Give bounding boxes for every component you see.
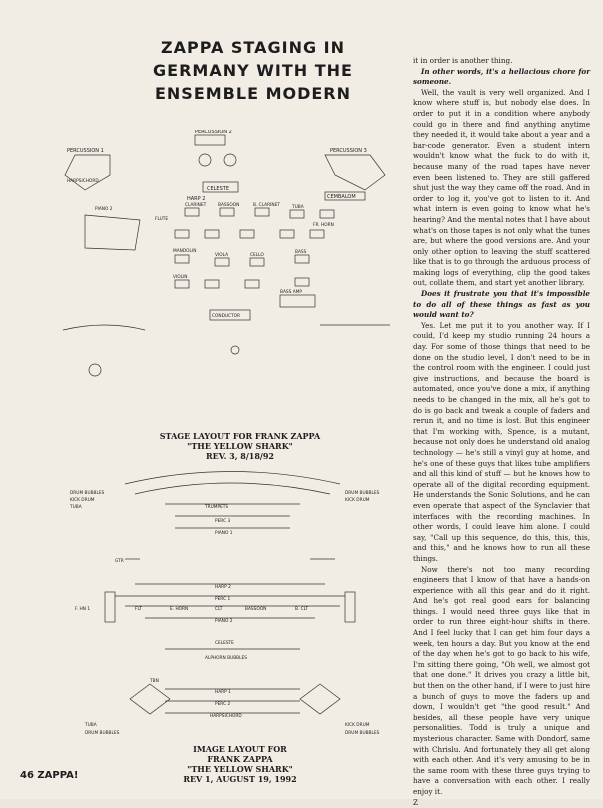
label-kick-left: KICK DRUM xyxy=(70,498,95,503)
drum-icon xyxy=(224,154,236,166)
label-tuba: TUBA xyxy=(70,505,82,510)
label-flt: FLT xyxy=(135,607,142,612)
caption-line: FRANK ZAPPA xyxy=(207,754,273,764)
label-frhorn: FR. HORN xyxy=(313,223,334,228)
label-bclt: B. CLT xyxy=(295,607,309,612)
label-perc2: PERC 2 xyxy=(215,702,231,707)
caption-line: REV. 3, 8/18/92 xyxy=(206,451,274,461)
question: In other words, it's a hellacious chore for someone. xyxy=(413,66,590,87)
chair-block xyxy=(245,280,259,288)
caption-line: STAGE LAYOUT FOR FRANK ZAPPA xyxy=(159,431,321,441)
image-layout-caption xyxy=(140,744,340,784)
chair-block xyxy=(215,258,229,266)
label-bassoon: BASSOON xyxy=(218,203,240,208)
label-perc2: PERCUSSION 2 xyxy=(195,130,232,135)
label-bass: BASS xyxy=(295,250,307,255)
paragraph: it in order is another thing. xyxy=(413,56,513,65)
chair-block xyxy=(220,208,234,216)
stage-layout-diagram xyxy=(55,130,410,400)
label-clarinet: CLARINET xyxy=(185,203,207,208)
diamond-right xyxy=(300,684,340,714)
frhn-block xyxy=(105,592,115,622)
chair-block xyxy=(175,280,189,288)
label-drum-bl: DRUM BUBBLES xyxy=(85,731,120,736)
arc-line xyxy=(135,483,330,494)
paragraph: Now there's not too many recording engineers that I know of that have a hands-on experience with all this gear and do it right. And he's got real good ears for balancing things. I would need three guys like that in order to run three eight-hour shifts in there. And I feel lucky that I can get him four days a week, ten hours a day. But you know at the end of the day when he's got to go back to his wife, I'm sitting there going, "Oh well, we almost got that one done." It drives you crazy a little bit, but then on the other hand, if I were to just hire a bunch of guys to move the faders up and down, I wouldn't get "the good result." And besides, all these people have very unique personalities. Todd is truly a unique and mysterious character. Same with Dondorf, same with Chrislu. And fortunately they all get along with each other. And it's very amusing to be in the same room with these three guys trying to have a conversation with each other. I really enjoy it. xyxy=(413,564,590,796)
label-piano1: PIANO 1 xyxy=(215,531,233,536)
label-clt: CLT xyxy=(215,607,223,612)
label-frhn: F. HN 1 xyxy=(75,607,91,612)
chair-block xyxy=(255,208,269,216)
question: Does it frustrate you that it's impossible to do all of these things as fast as you would want to? xyxy=(413,289,590,320)
paragraph: Well, the vault is very well organized. And I know where stuff is, but nobody else does. In order to put it in a condition where anybody could go in there and find anything anytime they needed it, it would take about a year and a bar-code generator. Even a student intern wouldn't know what the fuck to do with it, because many of the road tapes have never even been listened to. They are still gaffered shut just the way they came off the road. And in order to log it, you've got to listen to it. And what intern is even going to know what he's hearing? And the mental notes that I have about what's on those tapes is not only what the tunes are, but where the good versions are. And your only other option to leaving the stuff scattered like that is to go through the arduous process of making logs of everything, clip the good takes out, collate them, and start yet another library. xyxy=(413,87,590,288)
label-bclarinet: B. CLARINET xyxy=(253,203,280,208)
chair-block xyxy=(205,280,219,288)
paragraph: Yes. Let me put it to you another way. If I could, I'd keep my studio running 24 hours a day. For some of those things that need to be done on the studio level, I don't need to be in the control room with the engineer. I could just give instructions, and because the board is automated, once you've done a mix, if anything needs to be changed in the mix, all he's got to do is go back and tweak a couple of faders and rerun it, and no time is lost. But this engineer that I'm working with, Spence, is a mutant, because not only does he understand old analog technology — he's still a vinyl guy at home, and he's one of these guys that likes tube amplifiers and all this kind of stuff — but he knows how to operate all of the digital recording equipment. He understands the Sonic Solutions, and he can even operate that aspect of the Synclavier that interfaces with the recording machines. In other words, I could leave him alone. I could say, "Call up this sequence, do this, this, this, and this," and he knows how to run all these things. xyxy=(413,320,590,563)
chair-block xyxy=(295,278,309,286)
chair-block xyxy=(310,230,324,238)
chair-block xyxy=(185,208,199,216)
chair-block xyxy=(280,230,294,238)
label-harp2: HARP 2 xyxy=(187,196,206,202)
label-tuba2: TUBA xyxy=(85,723,97,728)
caption-line: IMAGE LAYOUT FOR xyxy=(193,744,287,754)
label-harp1: HARP 1 xyxy=(215,690,231,695)
label-tuba: TUBA xyxy=(292,205,304,210)
label-mandolin: MANDOLIN xyxy=(173,249,197,254)
image-layout-diagram xyxy=(55,464,410,774)
chair-block xyxy=(175,255,189,263)
chair-block xyxy=(240,230,254,238)
chair-block xyxy=(295,255,309,263)
page-footer xyxy=(20,770,78,781)
chair-block xyxy=(250,258,264,266)
perc3-outline xyxy=(325,155,385,190)
label-gtr: GTR xyxy=(115,559,124,564)
piano-outline xyxy=(85,215,140,250)
label-drum-right: DRUM BUBBLES xyxy=(345,491,380,496)
label-tbn: TBN xyxy=(150,679,159,684)
label-bassoon: BASSOON xyxy=(245,607,267,612)
drum-icon xyxy=(89,364,101,376)
article-title: ZAPPA STAGING IN GERMANY WITH THE ENSEMBLE MODERN xyxy=(153,38,353,103)
chair-block xyxy=(290,210,304,218)
label-piano2: PIANO 2 xyxy=(215,619,233,624)
label-celeste: CELESTE xyxy=(215,641,234,646)
caption-line: REV 1, AUGUST 19, 1992 xyxy=(183,774,297,784)
label-kick-right: KICK DRUM xyxy=(345,498,370,503)
label-harpsichord: HARPSICHORD xyxy=(210,714,242,719)
label-trumpets: TRUMPETS xyxy=(205,505,229,510)
label-celeste: CELESTE xyxy=(207,186,229,192)
caption-line: "THE YELLOW SHARK" xyxy=(187,441,293,451)
article-text-column xyxy=(413,56,590,808)
label-ehorn: E. HORN xyxy=(170,607,189,612)
label-cello: CELLO xyxy=(250,253,264,258)
drum-icon xyxy=(199,154,211,166)
label-kick-br: KICK DRUM xyxy=(345,723,370,728)
label-bass-amp: BASS AMP xyxy=(280,290,302,295)
label-harpsichord: HARPSICHORD xyxy=(67,179,99,184)
label-perc3: PERCUSSION 3 xyxy=(330,148,367,154)
diamond-left xyxy=(130,684,170,714)
label-cembalom: CEMBALOM xyxy=(327,194,356,200)
chair-block xyxy=(320,210,334,218)
perc1-outline xyxy=(65,155,110,190)
label-perc3: PERC 3 xyxy=(215,519,231,524)
label-harp2: HARP 2 xyxy=(215,585,231,590)
stage-edge xyxy=(63,325,145,330)
label-perc1: PERC 1 xyxy=(215,597,231,602)
label-viola: VIOLA xyxy=(215,253,229,258)
stage-layout-caption xyxy=(140,431,340,461)
magazine-name: ZAPPA! xyxy=(37,770,79,781)
label-flute: FLUTE xyxy=(155,217,169,222)
bass-amp-block xyxy=(280,295,315,307)
label-piano2: PIANO 2 xyxy=(95,207,113,212)
right-block xyxy=(345,592,355,622)
end-mark: Z xyxy=(413,797,418,807)
label-alphorn: ALPHORN BUBBLES xyxy=(205,656,247,661)
caption-line: "THE YELLOW SHARK" xyxy=(187,764,293,774)
page-number: 46 xyxy=(20,770,34,781)
chair-block xyxy=(175,230,189,238)
label-violin: VIOLIN xyxy=(173,275,188,280)
label-conductor: CONDUCTOR xyxy=(212,314,241,319)
arc-line xyxy=(125,472,340,485)
chair-block xyxy=(205,230,219,238)
label-drum-br: DRUM BUBBLES xyxy=(345,731,380,736)
mic-icon xyxy=(231,346,239,354)
perc2-block xyxy=(195,135,225,145)
label-drum-left: DRUM BUBBLES xyxy=(70,491,105,496)
label-perc1: PERCUSSION 1 xyxy=(67,148,104,154)
